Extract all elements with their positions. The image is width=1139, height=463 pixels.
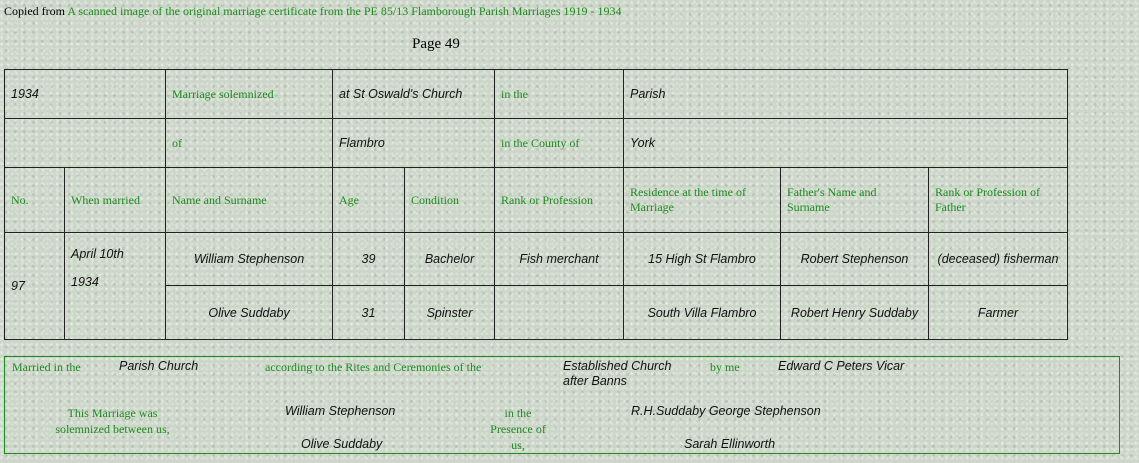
col-profession: Rank or Profession (495, 168, 624, 233)
groom-name: William Stephenson (166, 233, 333, 286)
groom-father: Robert Stephenson (781, 233, 929, 286)
header-row-1 (5, 70, 1068, 119)
bride-signature: Olive Suddaby (301, 437, 383, 451)
groom-father-profession: (deceased) fisherman (929, 233, 1068, 286)
parish-cell: Parish (624, 70, 1068, 119)
place-cell: Flambro (333, 119, 495, 168)
presence-label: in the Presence of us, (490, 406, 546, 452)
rites-value: Established Church (563, 359, 672, 373)
bride-residence: South Villa Flambro (624, 286, 781, 340)
witnesses-line-1: R.H.Suddaby George Stephenson (631, 404, 821, 418)
entry-date-day: April 10th (71, 247, 124, 261)
col-when-married: When married (65, 168, 166, 233)
officiant: Edward C Peters Vicar (778, 359, 905, 373)
groom-profession: Fish merchant (495, 233, 624, 286)
groom-age: 39 (333, 233, 405, 286)
col-residence: Residence at the time of Marriage (624, 168, 781, 233)
col-father-profession: Rank or Profession of Father (929, 168, 1068, 233)
bride-father: Robert Henry Suddaby (781, 286, 929, 340)
source-link[interactable]: A scanned image of the original marriage certificate from the PE 85/13 Flamborough Parish Marriages 1919 - 1934 (67, 4, 622, 18)
header-row-2 (5, 119, 1068, 168)
marriage-solemnized-label: Marriage solemnized (166, 70, 333, 119)
source-line (4, 4, 622, 19)
blank-cell (5, 119, 166, 168)
year-cell: 1934 (5, 70, 166, 119)
col-no: No. (5, 168, 65, 233)
groom-condition: Bachelor (405, 233, 495, 286)
bride-profession (495, 286, 624, 340)
entry-date-year: 1934 (71, 275, 99, 289)
col-father-name: Father's Name and Surname (781, 168, 929, 233)
church-cell: at St Oswald's Church (333, 70, 495, 119)
col-name: Name and Surname (166, 168, 333, 233)
bride-name: Olive Suddaby (166, 286, 333, 340)
table-row (5, 233, 1068, 286)
entry-date (65, 233, 166, 340)
by-me-label: by me (710, 360, 740, 374)
marriage-register-table (4, 69, 1068, 340)
source-prefix: Copied from (4, 4, 65, 18)
in-the-label: in the (495, 70, 624, 119)
county-cell: York (624, 119, 1068, 168)
after-banns: after Banns (563, 374, 627, 388)
of-label: of (166, 119, 333, 168)
bride-condition: Spinster (405, 286, 495, 340)
married-in-label: Married in the (12, 360, 81, 374)
page-number: Page 49 (412, 36, 460, 52)
witnesses-line-2: Sarah Ellinworth (684, 437, 776, 451)
col-condition: Condition (405, 168, 495, 233)
county-label: in the County of (495, 119, 624, 168)
solemnization-box (4, 356, 1120, 454)
entry-number: 97 (5, 233, 65, 340)
groom-residence: 15 High St Flambro (624, 233, 781, 286)
bride-father-profession: Farmer (929, 286, 1068, 340)
bride-age: 31 (333, 286, 405, 340)
col-age: Age (333, 168, 405, 233)
groom-signature: William Stephenson (285, 404, 396, 418)
column-header-row (5, 168, 1068, 233)
between-label: This Marriage was solemnized between us, (55, 406, 170, 436)
married-in-value: Parish Church (119, 359, 199, 373)
rites-label: according to the Rites and Ceremonies of the (265, 360, 482, 374)
